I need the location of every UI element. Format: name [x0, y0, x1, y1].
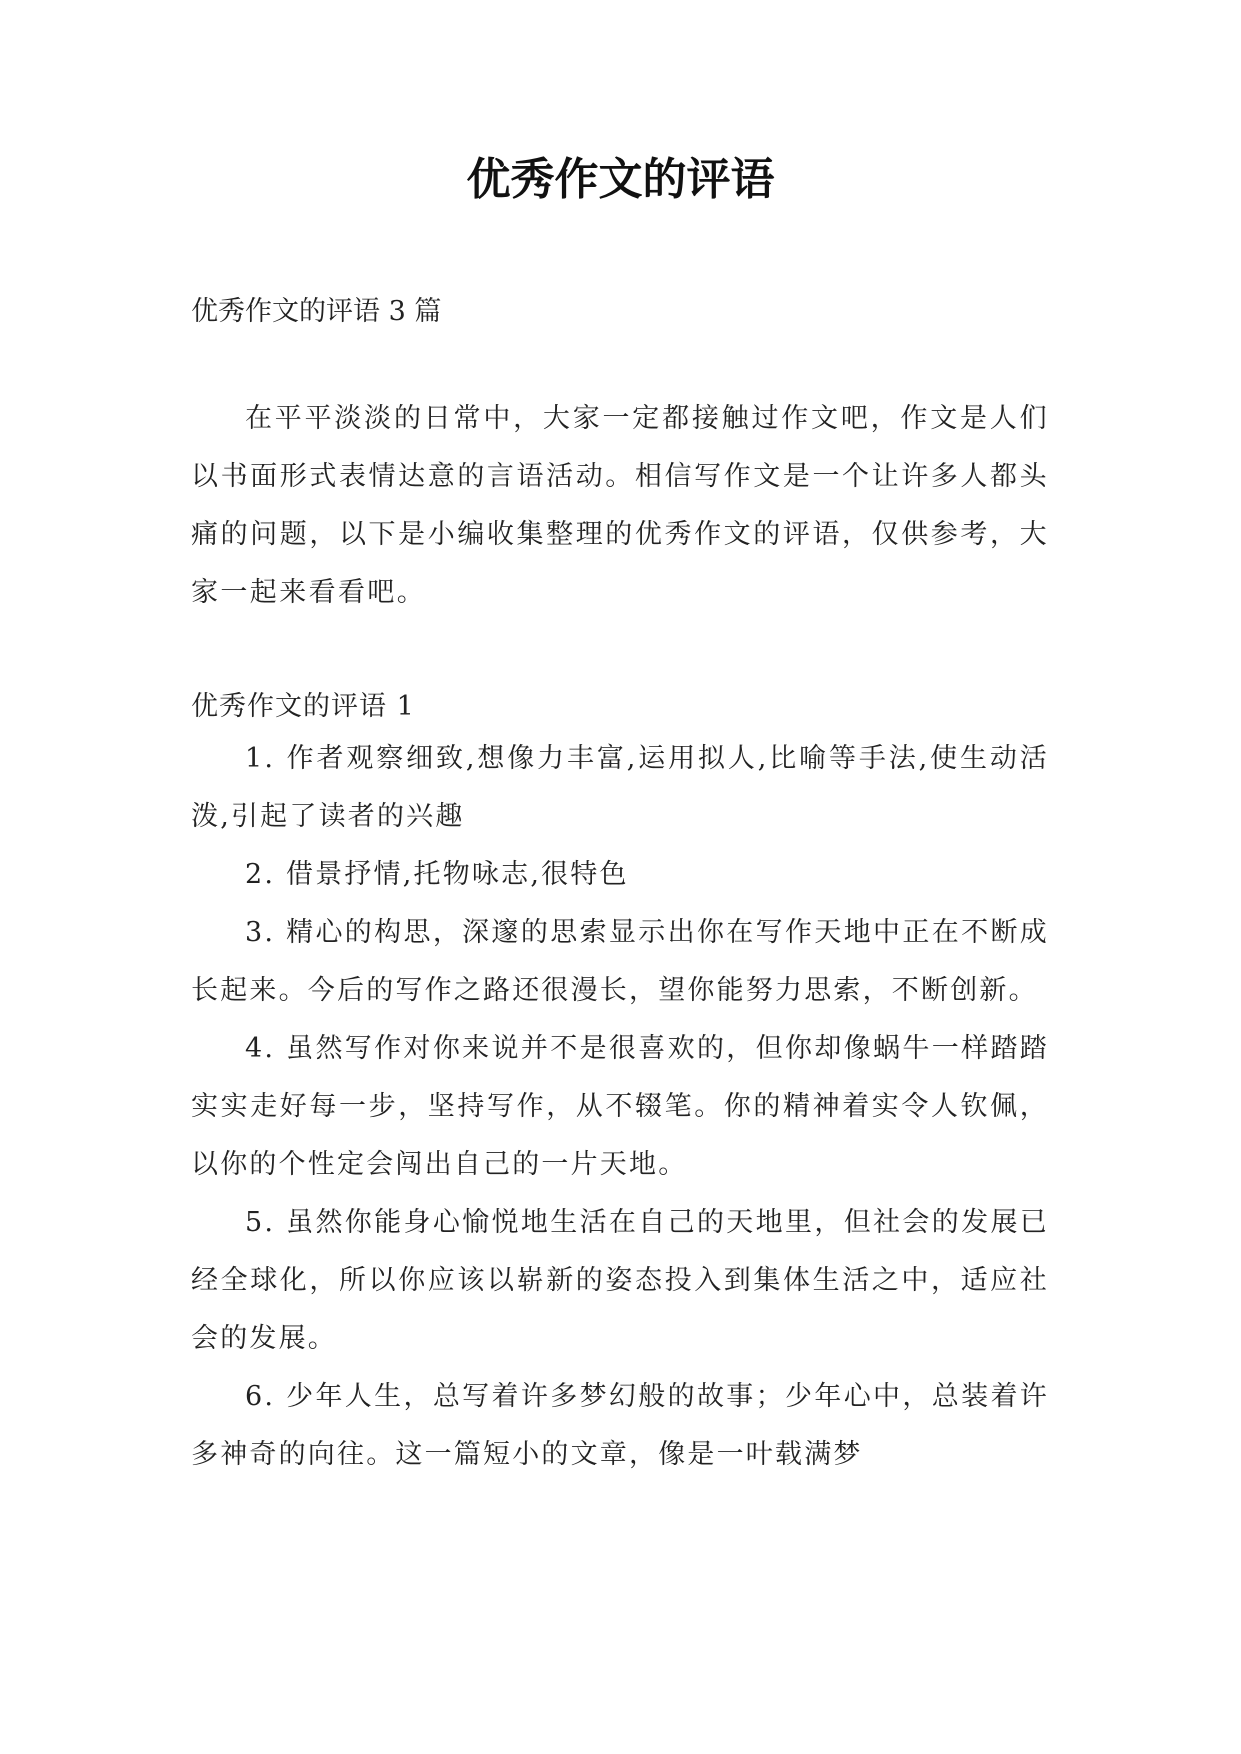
section-heading: 优秀作文的评语 1	[191, 691, 415, 722]
comment-item: 5. 虽然你能身心愉悦地生活在自己的天地里，但社会的发展已经全球化，所以你应该以崭新的姿态投入到集体生活之中，适应社会的发展。	[191, 1207, 1049, 1354]
document-body	[191, 292, 1049, 1484]
comment-item: 3. 精心的构思，深邃的思索显示出你在写作天地中正在不断成长起来。今后的写作之路还很漫长，望你能努力思索，不断创新。	[191, 917, 1049, 1006]
comment-item: 2. 借景抒情,托物咏志,很特色	[245, 859, 629, 890]
document-title: 优秀作文的评语	[466, 154, 775, 205]
comment-item: 6. 少年人生，总写着许多梦幻般的故事；少年心中，总装着许多神奇的向往。这一篇短小的文章，像是一叶载满梦	[191, 1381, 1049, 1470]
comment-item: 1. 作者观察细致,想像力丰富,运用拟人,比喻等手法,使生动活泼,引起了读者的兴趣	[191, 743, 1049, 832]
intro-paragraph: 在平平淡淡的日常中，大家一定都接触过作文吧，作文是人们以书面形式表情达意的言语活动。相信写作文是一个让许多人都头痛的问题，以下是小编收集整理的优秀作文的评语，仅供参考，大家一起来看看吧。	[191, 403, 1049, 608]
document-subtitle: 优秀作文的评语 3 篇	[191, 296, 442, 327]
comment-item: 4. 虽然写作对你来说并不是很喜欢的，但你却像蜗牛一样踏踏实实走好每一步，坚持写作，从不辍笔。你的精神着实令人钦佩，以你的个性定会闯出自己的一片天地。	[191, 1033, 1049, 1180]
